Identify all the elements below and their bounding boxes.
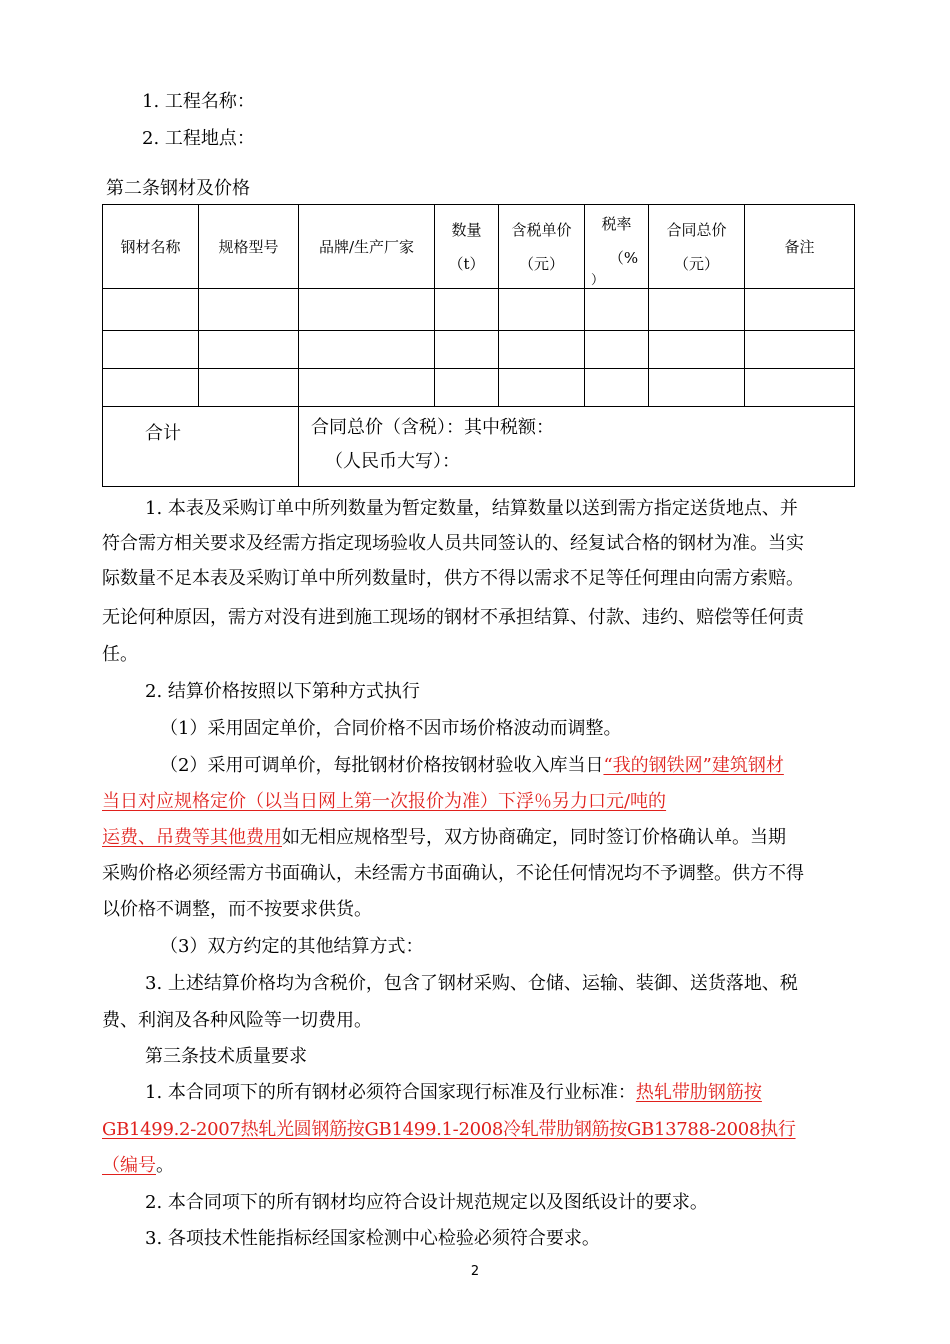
total-amount-in-words: （人民币大写）： xyxy=(325,451,460,472)
header-remark: 备注 xyxy=(745,205,855,289)
tech-req-1-red-2: GB1499.2-2007热轧光圆钢筋按GB1499.1-2008冷轧带肋钢筋按GB13788-2008执行 xyxy=(102,1119,796,1140)
header-qty-unit: （t） xyxy=(448,254,485,273)
clause-1-line-4: 无论何种原因，需方对没有进到施工现场的钢材不承担结算、付款、违约、赔偿等任何责 xyxy=(102,607,804,628)
section3-title: 第三条技术质量要求 xyxy=(145,1046,307,1067)
price-table xyxy=(102,204,855,487)
clause-3-line-1: 3. 上述结算价格均为含税价，包含了钢材采购、仓储、运输、装御、送货落地、税 xyxy=(145,973,798,994)
header-unit-price xyxy=(499,205,585,289)
clause-2-option-2-red-2: 当日对应规格定价（以当日网上第一次报价为准）下浮％另力口元/吨的 xyxy=(102,791,667,812)
page-number: 2 xyxy=(470,1264,480,1279)
total-label: 合计 xyxy=(103,407,299,487)
header-brand: 品牌/生产厂家 xyxy=(299,205,435,289)
project-name-label: 1. 工程名称： xyxy=(142,91,255,112)
table-row xyxy=(103,331,855,369)
header-tax-rate-label: 税率 xyxy=(601,215,632,233)
header-tax-rate-close: ） xyxy=(591,273,605,288)
tech-req-1-red-3: （编号 xyxy=(102,1155,156,1176)
clause-1-line-2: 符合需方相关要求及经需方指定现场验收人员共同签认的、经复试合格的钢材为准。当实 xyxy=(102,533,804,554)
clause-2-option-2-red-3: 运费、吊费等其他费用 xyxy=(102,827,282,848)
clause-2-option-2-line-3 xyxy=(102,826,786,850)
total-detail xyxy=(299,407,855,487)
table-row xyxy=(103,289,855,331)
total-contract-text: 合同总价（含税）：其中税额： xyxy=(311,417,554,438)
clause-2-option-2-text-b: 如无相应规格型号，双方协商确定，同时签订价格确认单。当期 xyxy=(282,827,786,848)
header-tax-rate xyxy=(585,205,649,289)
clause-1-line-3: 际数量不足本表及采购订单中所列数量时，供方不得以需求不足等任何理由向需方索赔。 xyxy=(102,568,804,589)
clause-2-option-3: （3）双方约定的其他结算方式： xyxy=(160,936,424,957)
header-unit-price-label: 含税单价 xyxy=(511,220,572,239)
clause-2-option-2-line-4: 采购价格必须经需方书面确认，未经需方书面确认，不论任何情况均不予调整。供方不得 xyxy=(102,863,804,884)
header-tax-rate-unit: （% xyxy=(608,249,639,267)
clause-2-option-2-red-1: “我的钢铁网”建筑钢材 xyxy=(603,755,784,776)
project-location-label: 2. 工程地点： xyxy=(142,128,255,149)
clause-2-option-2-text: （2）采用可调单价，每批钢材价格按钢材验收入库当日 xyxy=(160,755,604,776)
header-unit-price-unit: （元） xyxy=(518,254,564,273)
header-contract-total-label: 合同总价 xyxy=(666,220,727,239)
tech-req-1-line-1 xyxy=(145,1081,762,1105)
header-name: 钢材名称 xyxy=(103,205,199,289)
header-qty xyxy=(435,205,499,289)
tech-req-1-text: 1. 本合同项下的所有钢材必须符合国家现行标准及行业标准： xyxy=(145,1082,636,1103)
clause-2-option-2-line-1 xyxy=(160,754,784,778)
table-row xyxy=(103,369,855,407)
tech-req-1-line-3 xyxy=(102,1154,174,1178)
clause-2-option-2-line-5: 以价格不调整，而不按要求供货。 xyxy=(102,899,372,920)
tech-req-1-end: 。 xyxy=(156,1155,174,1176)
tech-req-1-red-1: 热轧带肋钢筋按 xyxy=(635,1082,762,1103)
header-contract-total-unit: （元） xyxy=(673,254,719,273)
section2-title: 第二条钢材及价格 xyxy=(106,178,250,199)
clause-2: 2. 结算价格按照以下第种方式执行 xyxy=(145,681,420,702)
tech-req-3: 3. 各项技术性能指标经国家检测中心检验必须符合要求。 xyxy=(145,1228,600,1249)
clause-2-option-1: （1）采用固定单价，合同价格不因市场价格波动而调整。 xyxy=(160,718,622,739)
clause-3-line-2: 费、利润及各种风险等一切费用。 xyxy=(102,1010,372,1031)
table-total-row xyxy=(103,407,855,487)
header-qty-label: 数量 xyxy=(451,220,482,239)
clause-1-line-5: 任。 xyxy=(102,644,138,665)
header-contract-total xyxy=(649,205,745,289)
table-header-row xyxy=(103,205,855,289)
clause-1-line-1: 1. 本表及采购订单中所列数量为暂定数量，结算数量以送到需方指定送货地点、并 xyxy=(145,498,798,519)
tech-req-2: 2. 本合同项下的所有钢材均应符合设计规范规定以及图纸设计的要求。 xyxy=(145,1192,708,1213)
header-spec: 规格型号 xyxy=(199,205,299,289)
